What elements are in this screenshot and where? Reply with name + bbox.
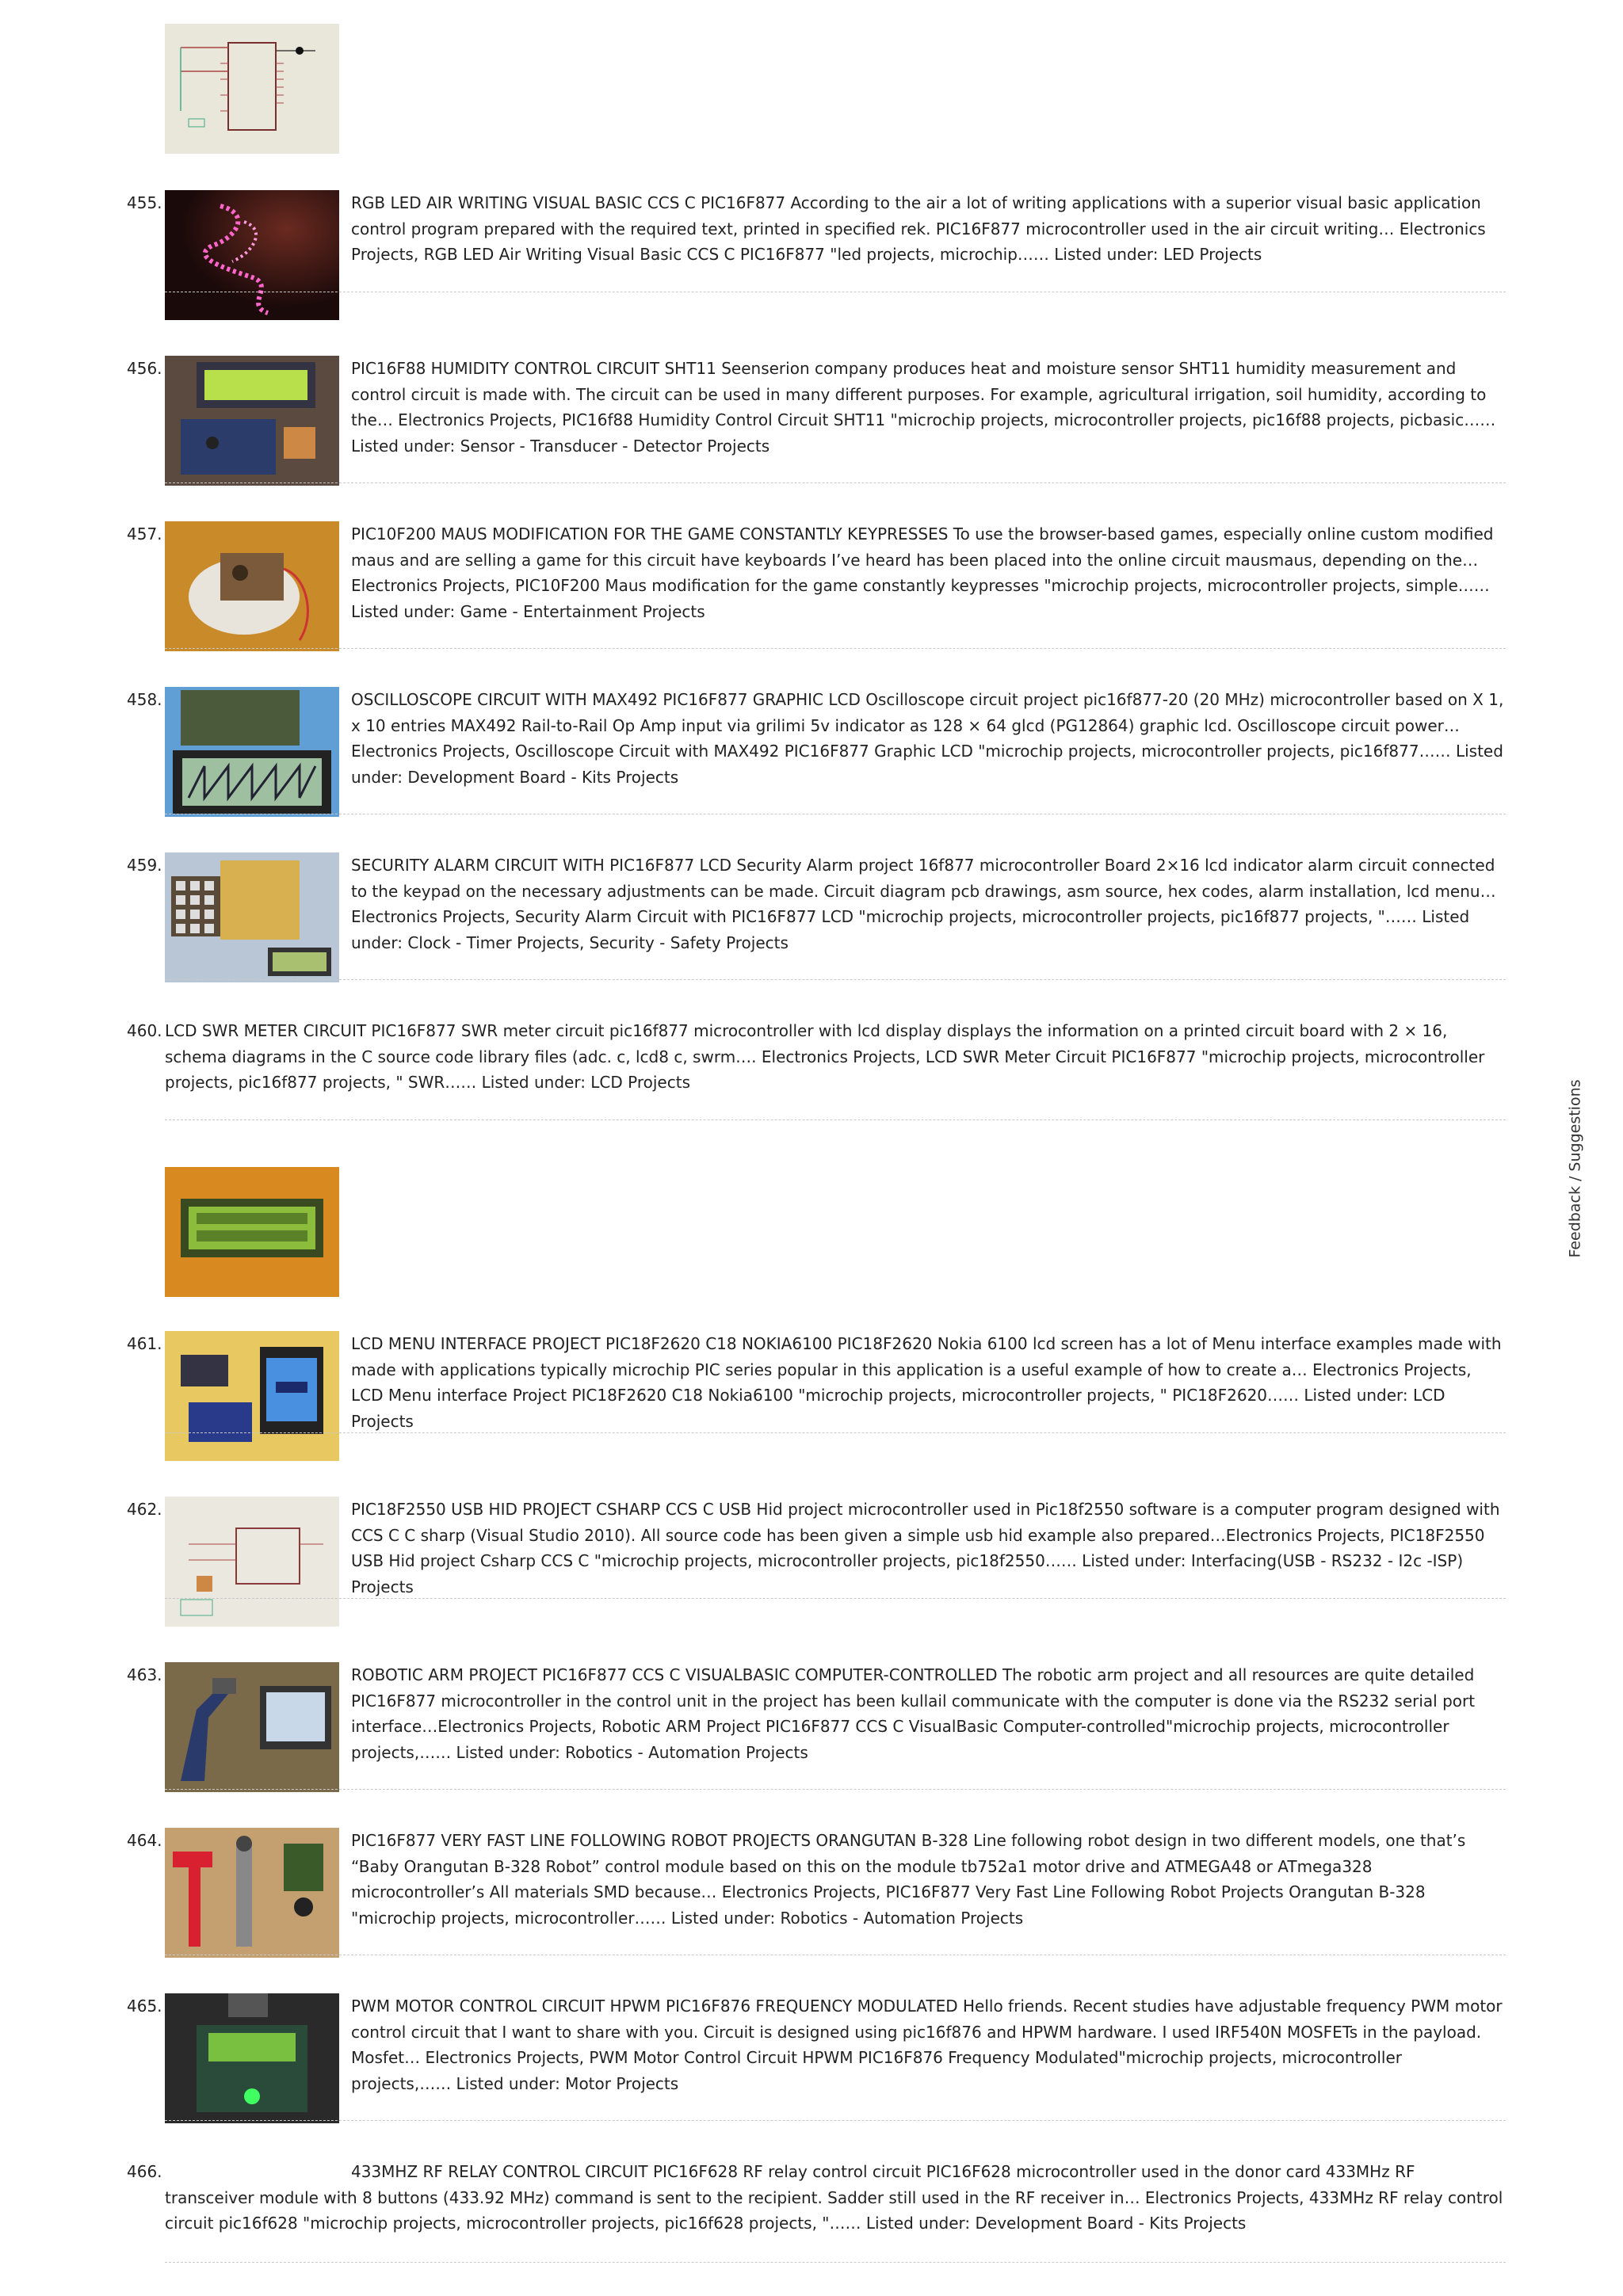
- modified-mouse-thumbnail[interactable]: [165, 521, 339, 651]
- line-following-robot-thumbnail[interactable]: [165, 1828, 339, 1958]
- item-number: 461.: [127, 1334, 162, 1353]
- item-description: SECURITY ALARM CIRCUIT WITH PIC16F877 LCD Security Alarm project 16f877 microcontroller Board 2×16 lcd indicator alarm circuit connected to the keypad on the necessary adjustments can be made. Circuit diagram pcb drawings, asm source, hex codes, alarm installation, lcd menu… Electronics Projects, Security Alarm Circuit with PIC16F877 LCD "microchip projects, microcontroller projects, pic16f877 projects, "…… Listed under: Clock - Timer Projects, Security - Safety Projects: [351, 856, 1496, 952]
- robotic-arm-thumbnail[interactable]: [165, 1662, 339, 1792]
- item-description: LCD SWR METER CIRCUIT PIC16F877 SWR meter circuit pic16f877 microcontroller with lcd display displays the information on a printed circuit board with 2 × 16, schema diagrams in the C source code library files (adc. c, lcd8 c, swrm…. Electronics Projects, LCD SWR Meter Circuit PIC16F877 "microchip projects, microcontroller projects, pic16f877 projects, " SWR…… Listed under: LCD Projects: [165, 1021, 1485, 1092]
- item-divider: [165, 979, 1506, 980]
- item-number: 455.: [127, 193, 162, 212]
- item-number: 457.: [127, 524, 162, 543]
- item-number: 458.: [127, 690, 162, 709]
- item-description: PIC10F200 MAUS MODIFICATION FOR THE GAME CONSTANTLY KEYPRESSES To use the browser-based games, especially online custom modified maus and are selling a game for this circuit have keyboards I’ve heard has been placed into the online circuit mausmaus, depending on the…Electronics Projects, PIC10F200 Maus modification for the game constantly keypresses "microchip projects, microcontroller projects, simple…… Listed under: Game - Entertainment Projects: [351, 524, 1494, 621]
- item-divider: [165, 482, 1506, 483]
- usb-hid-schematic-thumbnail[interactable]: [165, 1497, 339, 1627]
- item-description: PIC18F2550 USB HID PROJECT CSHARP CCS C USB Hid project microcontroller used in Pic18f2550 software is a computer program designed with CCS C C sharp (Visual Studio 2010). All source code has been given a simple usb hid example also prepared…Electronics Projects, PIC18F2550 USB Hid project Csharp CCS C "microchip projects, microcontroller projects, pic18f2550…… Listed under: Interfacing(USB - RS232 - I2c -ISP) Projects: [351, 1500, 1500, 1596]
- item-divider: [165, 1789, 1506, 1790]
- schematic-thumbnail[interactable]: [165, 24, 339, 154]
- item-description: PIC16F88 HUMIDITY CONTROL CIRCUIT SHT11 Seenserion company produces heat and moisture sensor SHT11 humidity measurement and control circuit is made with. The circuit can be used in many different purposes. For example, agricultural irrigation, soil humidity, according to the… Electronics Projects, PIC16f88 Humidity Control Circuit SHT11 "microchip projects, microcontroller projects, pic16f88 projects, picbasic…… Listed under: Sensor - Transducer - Detector Projects: [351, 359, 1496, 456]
- item-description: OSCILLOSCOPE CIRCUIT WITH MAX492 PIC16F877 GRAPHIC LCD Oscilloscope circuit project pic16f877-20 (20 MHz) microcontroller based on X 1, x 10 entries MAX492 Rail-to-Rail Op Amp input via grilimi 5v indicator as 128 × 64 glcd (PG12864) graphic lcd. Oscilloscope circuit power… Electronics Projects, Oscilloscope Circuit with MAX492 PIC16F877 Graphic LCD "microchip projects, microcontroller projects, pic16f877…… Listed under: Development Board - Kits Projects: [351, 690, 1504, 787]
- item-description: PWM MOTOR CONTROL CIRCUIT HPWM PIC16F876 FREQUENCY MODULATED Hello friends. Recent studies have adjustable frequency PWM motor control circuit that I want to share with you. Circuit is designed using pic16f876 and HPWM hardware. I used IRF540N MOSFETs in the payload. Mosfet… Electronics Projects, PWM Motor Control Circuit HPWM PIC16F876 Frequency Modulated"microchip projects, microcontroller projects,…… Listed under: Motor Projects: [351, 1997, 1503, 2093]
- item-divider: [165, 1119, 1506, 1120]
- item-number: 464.: [127, 1831, 162, 1850]
- feedback-tab-label: Feedback / Suggestions: [1567, 1079, 1585, 1258]
- security-alarm-thumbnail[interactable]: [165, 852, 339, 982]
- item-divider: [165, 2262, 1506, 2263]
- item-number: 463.: [127, 1665, 162, 1684]
- oscilloscope-lcd-thumbnail[interactable]: [165, 687, 339, 817]
- item-divider: [165, 1598, 1506, 1599]
- pwm-motor-control-thumbnail[interactable]: [165, 1993, 339, 2123]
- item-description: PIC16F877 VERY FAST LINE FOLLOWING ROBOT PROJECTS ORANGUTAN B-328 Line following robot design in two different models, one that’s “Baby Orangutan B-328 Robot” control module based on this on the module tb752a1 motor drive and ATMEGA48 or ATmega328 microcontroller’s All materials SMD because… Electronics Projects, PIC16F877 Very Fast Line Following Robot Projects Orangutan B-328 "microchip projects, microcontroller…… Listed under: Robotics - Automation Projects: [351, 1831, 1466, 1928]
- item-divider: [165, 648, 1506, 649]
- item-number: 466.: [127, 2162, 162, 2181]
- item-description: LCD MENU INTERFACE PROJECT PIC18F2620 C18 NOKIA6100 PIC18F2620 Nokia 6100 lcd screen has a lot of Menu interface examples made with made with applications typically microchip PIC series popular in this application is a useful example of how to create a… Electronics Projects, LCD Menu interface Project PIC18F2620 C18 Nokia6100 "microchip projects, microcontroller projects, " PIC18F2620…… Listed under: LCD Projects: [351, 1334, 1502, 1431]
- nokia6100-lcd-board-thumbnail[interactable]: [165, 1331, 339, 1461]
- item-description: 433MHZ RF RELAY CONTROL CIRCUIT PIC16F628 RF relay control circuit PIC16F628 microcontroller used in the donor card 433MHz RF transceiver module with 8 buttons (433.92 MHz) command is sent to the recipient. Sadder still used in the RF receiver in… Electronics Projects, 433MHz RF relay control circuit pic16f628 "microchip projects, microcontroller projects, pic16f628 projects, "…… Listed under: Development Board - Kits Projects: [165, 2162, 1503, 2233]
- item-description: RGB LED AIR WRITING VISUAL BASIC CCS C PIC16F877 According to the air a lot of writing applications with a superior visual basic application control program prepared with the required text, printed in specified rek. PIC16F877 microcontroller used in the air circuit writing… Electronics Projects, RGB LED Air Writing Visual Basic CCS C PIC16F877 "led projects, microchip…… Listed under: LED Projects: [351, 193, 1486, 264]
- item-divider: [165, 1432, 1506, 1433]
- item-number: 465.: [127, 1997, 162, 2016]
- item-divider: [165, 2120, 1506, 2121]
- swr-meter-lcd-thumbnail[interactable]: [165, 1167, 339, 1297]
- feedback-suggestions-tab[interactable]: [1556, 1077, 1594, 1260]
- item-description: ROBOTIC ARM PROJECT PIC16F877 CCS C VISUALBASIC COMPUTER-CONTROLLED The robotic arm project and all resources are quite detailed PIC16F877 microcontroller in the control unit in the project has been kullail communicate with the computer is done via the RS232 serial port interface…Electronics Projects, Robotic ARM Project PIC16F877 CCS C VisualBasic Computer-controlled"microchip projects, microcontroller projects,…… Listed under: Robotics - Automation Projects: [351, 1665, 1476, 1762]
- item-number: 462.: [127, 1500, 162, 1519]
- humidity-lcd-board-thumbnail[interactable]: [165, 356, 339, 486]
- led-air-writing-thumbnail[interactable]: [165, 190, 339, 320]
- item-number: 456.: [127, 359, 162, 378]
- item-number: 460.: [127, 1021, 162, 1040]
- item-number: 459.: [127, 856, 162, 875]
